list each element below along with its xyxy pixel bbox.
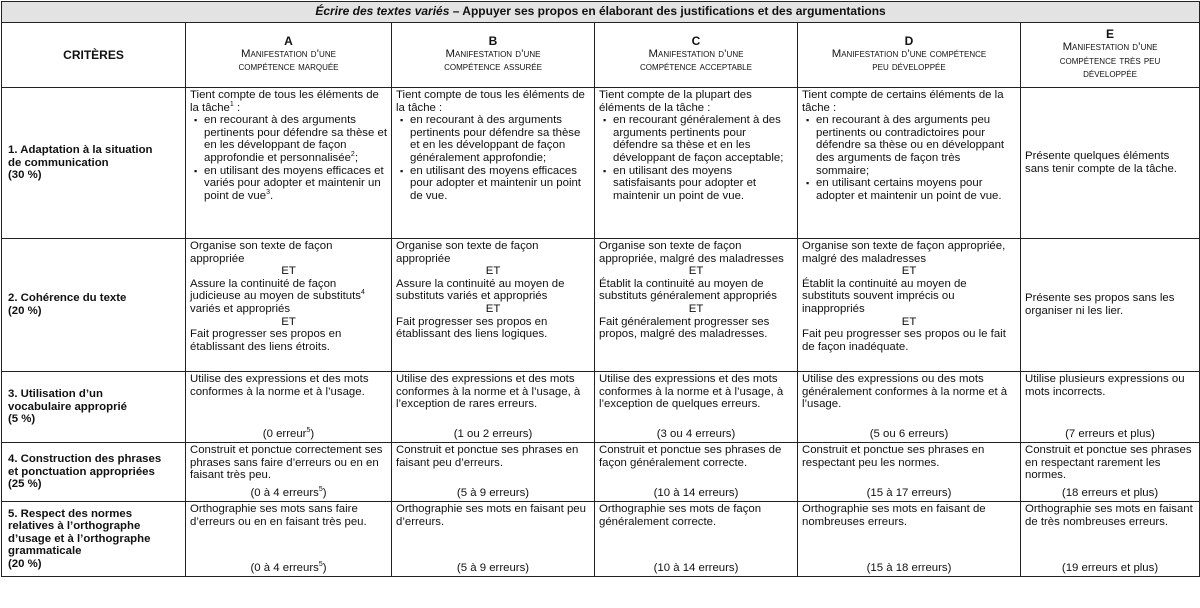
column-header-e: E Manifestation d’une compétence très peu développée <box>1021 23 1200 88</box>
criteria-header: CRITÈRES <box>2 23 186 88</box>
cell-4c: Construit et ponctue ses phrases de façon généralement correcte. (10 à 14 erreurs) <box>595 443 798 502</box>
criterion-1: 1. Adaptation à la situation de communication (30 %) <box>2 88 186 239</box>
criterion-4: 4. Construction des phrases et ponctuation appropriées (25 %) <box>2 443 186 502</box>
criterion-3: 3. Utilisation d’un vocabulaire approprié (5 %) <box>2 372 186 443</box>
table-row <box>2 372 1200 443</box>
cell-2d: Organise son texte de façon appropriée, malgré des maladresses ET Établit la continuité au moyen de substituts souvent imprécis ou inappropriés ET Fait peu progresser ses propos ou le fait de façon inadéquate. <box>798 239 1021 372</box>
cell-1c: Tient compte de la plupart des éléments de la tâche : ▪ en recourant généralement à des arguments pertinents pour défendre sa thèse et en les développant de façon acceptable; ▪ en utilisant des moyens satisfaisants pour adopter et maintenir un point de vue. <box>595 88 798 239</box>
cell-4a: Construit et ponctue correctement ses phrases sans faire d’erreurs ou en en faisant très peu. (0 à 4 erreurs$^5$) <box>186 443 392 502</box>
evaluation-grid <box>1 1 1200 577</box>
column-header-c: C Manifestation d’une compétence acceptable <box>595 23 798 88</box>
cell-5b: Orthographie ses mots en faisant peu d’erreurs. (5 à 9 erreurs) <box>392 502 595 577</box>
criterion-2: 2. Cohérence du texte (20 %) <box>2 239 186 372</box>
cell-1d: Tient compte de certains éléments de la tâche : ▪ en recourant à des arguments peu pertinents ou contradictoires pour défendre sa thèse ou en développant des arguments de façon très sommaire; ▪ en utilisant certains moyens pour adopter et maintenir un point de vue. <box>798 88 1021 239</box>
cell-2b: Organise son texte de façon appropriée ET Assure la continuité au moyen de substituts variés et appropriés ET Fait progresser ses propos en établissant des liens logiques. <box>392 239 595 372</box>
column-header-d: D Manifestation d’une compétence peu développée <box>798 23 1021 88</box>
table-row <box>2 443 1200 502</box>
table-row <box>2 502 1200 577</box>
cell-3c: Utilise des expressions et des mots conformes à la norme et à l’usage, à l’exception de quelques erreurs. (3 ou 4 erreurs) <box>595 372 798 443</box>
cell-1a: Tient compte de tous les éléments de la tâche$^1$ : ▪ en recourant à des arguments pertinents pour défendre sa thèse et en les développant de façon approfondie et personnalisée$^2$; ▪ en utilisant des moyens efficaces et variés pour adopter et maintenir un point de vue$^3$. <box>186 88 392 239</box>
cell-3e: Utilise plusieurs expressions ou mots incorrects. (7 erreurs et plus) <box>1021 372 1200 443</box>
criterion-5: 5. Respect des normes relatives à l’orthographe d’usage et à l’orthographe grammaticale (20 %) <box>2 502 186 577</box>
cell-5e: Orthographie ses mots en faisant de très nombreuses erreurs. (19 erreurs et plus) <box>1021 502 1200 577</box>
column-header-a: A Manifestation d’une compétence marquée <box>186 23 392 88</box>
grid-title <box>2 2 1200 23</box>
title-rest: – Appuyer ses propos en élaborant des justifications et des argumentations <box>449 4 886 18</box>
cell-4b: Construit et ponctue ses phrases en faisant peu d’erreurs. (5 à 9 erreurs) <box>392 443 595 502</box>
cell-3a: Utilise des expressions et des mots conformes à la norme et à l’usage. (0 erreur$^5$) <box>186 372 392 443</box>
cell-1b: Tient compte de tous les éléments de la tâche : ▪ en recourant à des arguments pertinents pour défendre sa thèse et en les développant de façon généralement approfondie; ▪ en utilisant des moyens efficaces pour adopter et maintenir un point de vue. <box>392 88 595 239</box>
cell-5d: Orthographie ses mots en faisant de nombreuses erreurs. (15 à 18 erreurs) <box>798 502 1021 577</box>
cell-1e: Présente quelques éléments sans tenir compte de la tâche. <box>1021 88 1200 239</box>
cell-3b: Utilise des expressions et des mots conformes à la norme et à l’usage, à l’exception de rares erreurs. (1 ou 2 erreurs) <box>392 372 595 443</box>
cell-5a: Orthographie ses mots sans faire d’erreurs ou en en faisant très peu. (0 à 4 erreurs$^5$) <box>186 502 392 577</box>
cell-2e: Présente ses propos sans les organiser ni les lier. <box>1021 239 1200 372</box>
title-italic: Écrire des textes variés <box>315 4 450 18</box>
table-row <box>2 239 1200 372</box>
cell-4e: Construit et ponctue ses phrases en respectant rarement les normes. (18 erreurs et plus) <box>1021 443 1200 502</box>
cell-3d: Utilise des expressions ou des mots généralement conformes à la norme et à l’usage. (5 ou 6 erreurs) <box>798 372 1021 443</box>
cell-2c: Organise son texte de façon appropriée, malgré des maladresses ET Établit la continuité au moyen de substituts généralement appropriés ET Fait généralement progresser ses propos, malgré des maladresses. <box>595 239 798 372</box>
cell-5c: Orthographie ses mots de façon généralement correcte. (10 à 14 erreurs) <box>595 502 798 577</box>
column-header-b: B Manifestation d’une compétence assurée <box>392 23 595 88</box>
cell-4d: Construit et ponctue ses phrases en respectant peu les normes. (15 à 17 erreurs) <box>798 443 1021 502</box>
cell-2a: Organise son texte de façon appropriée ET Assure la continuité de façon judicieuse au moyen de substituts$^4$ variés et appropriés ET Fait progresser ses propos en établissant des liens étroits. <box>186 239 392 372</box>
table-row <box>2 88 1200 239</box>
